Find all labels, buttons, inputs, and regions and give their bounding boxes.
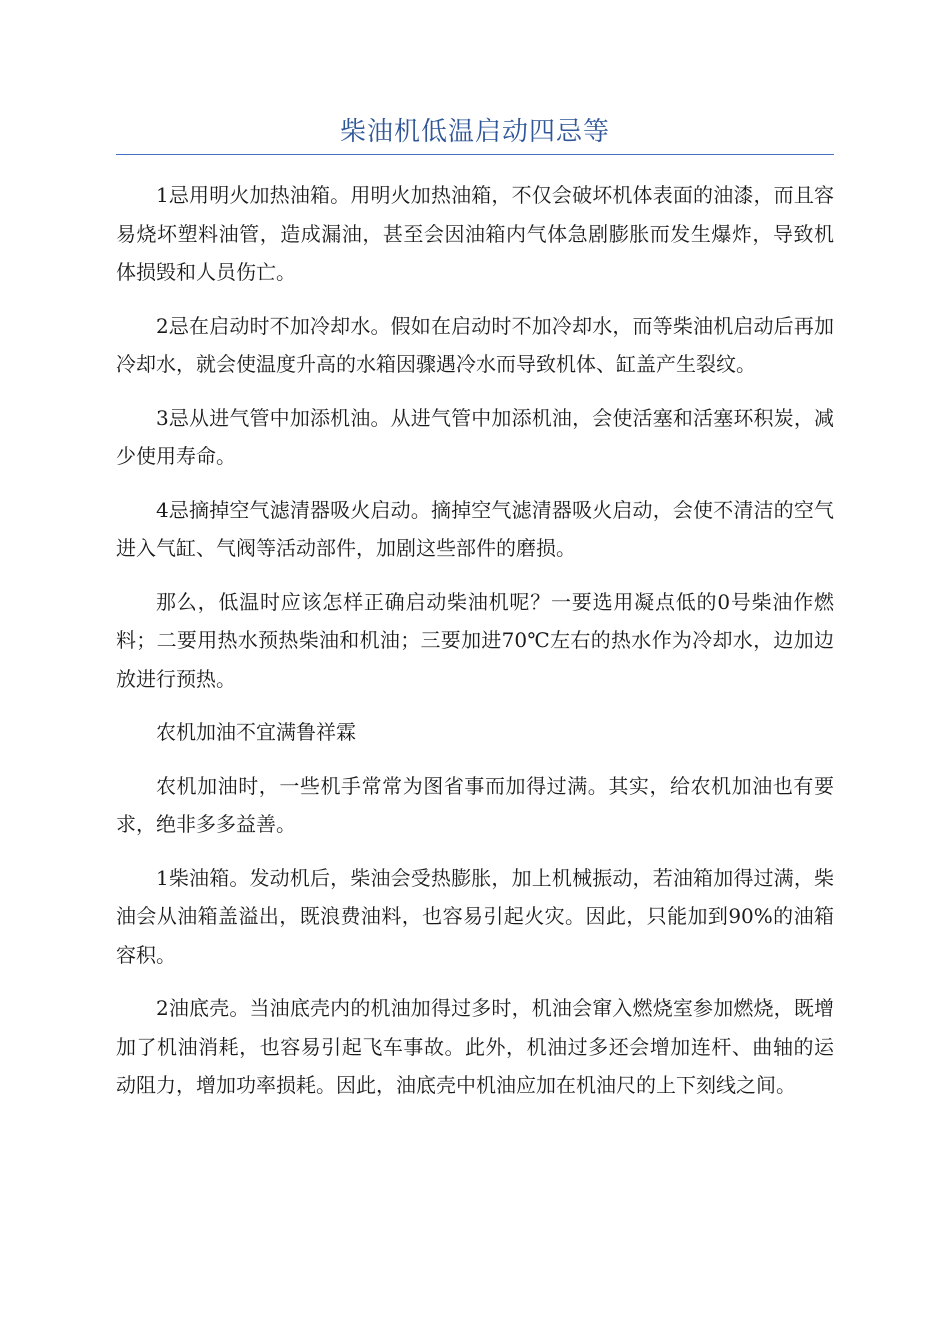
paragraph-diesel-tank: 1柴油箱。发动机后，柴油会受热膨胀，加上机械振动，若油箱加得过满，柴油会从油箱盖溢出，既浪费油料，也容易引起火灾。因此，只能加到90%的油箱容积。 xyxy=(116,865,834,967)
document-title: 柴油机低温启动四忌等 xyxy=(339,117,610,147)
paragraph-taboo-2: 2忌在启动时不加冷却水。假如在启动时不加冷却水，而等柴油机启动后再加冷却水，就会使温度升高的水箱因骤遇冷水而导致机体、缸盖产生裂纹。 xyxy=(116,313,834,376)
paragraph-taboo-1: 1忌用明火加热油箱。用明火加热油箱，不仅会破坏机体表面的油漆，而且容易烧坏塑料油管，造成漏油，甚至会因油箱内气体急剧膨胀而发生爆炸，导致机体损毁和人员伤亡。 xyxy=(116,183,834,284)
document-body xyxy=(116,176,834,1120)
title-underline xyxy=(116,154,834,155)
paragraph-subheading: 农机加油不宜满鲁祥霖 xyxy=(156,720,356,744)
paragraph-oil-pan: 2油底壳。当油底壳内的机油加得过多时，机油会窜入燃烧室参加燃烧，既增加了机油消耗，也容易引起飞车事故。此外，机油过多还会增加连杆、曲轴的运动阻力，增加功率损耗。因此，油底壳中机油应加在机油尺的上下刻线之间。 xyxy=(116,996,834,1097)
paragraph-taboo-4: 4忌摘掉空气滤清器吸火启动。摘掉空气滤清器吸火启动，会使不清洁的空气进入气缸、气阀等活动部件，加剧这些部件的磨损。 xyxy=(116,497,834,560)
paragraph-refuel-intro: 农机加油时，一些机手常常为图省事而加得过满。其实，给农机加油也有要求，绝非多多益善。 xyxy=(116,773,834,836)
paragraph-taboo-3: 3忌从进气管中加添机油。从进气管中加添机油，会使活塞和活塞环积炭，减少使用寿命。 xyxy=(116,405,834,468)
paragraph-correct-start: 那么，低温时应该怎样正确启动柴油机呢？一要选用凝点低的0号柴油作燃料；二要用热水预热柴油和机油；三要加进70℃左右的热水作为冷却水，边加边放进行预热。 xyxy=(116,589,834,691)
